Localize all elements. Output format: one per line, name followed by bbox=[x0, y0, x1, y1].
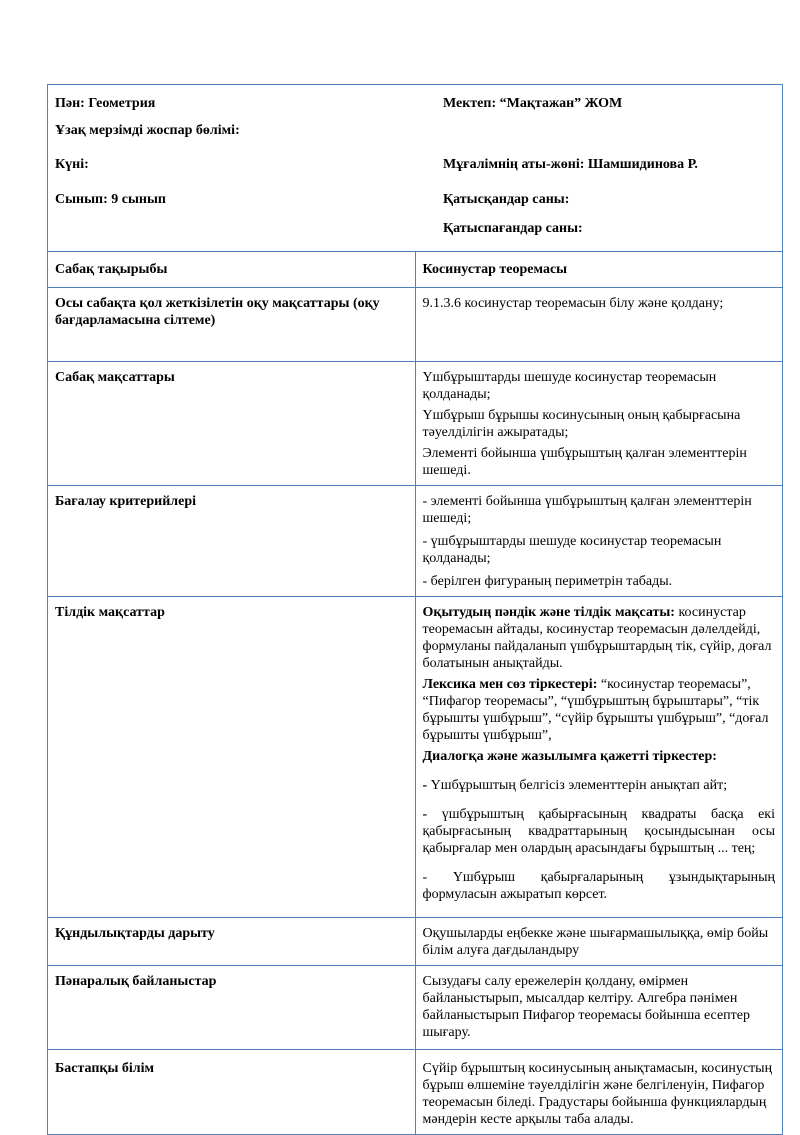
vocabulary-paragraph bbox=[423, 676, 776, 744]
prior-knowledge-value: Сүйір бұрыштың косинусының анықтамасын, косинустың бұрыш өлшеміне тәуелділігін және белгіленуін, Пифагор теоремасын біледі. Градустары бойынша функциялардың мәндерін кесте арқылы таба алады. bbox=[415, 1050, 783, 1135]
values-row bbox=[48, 918, 783, 966]
dialogue-dash: - bbox=[422, 807, 442, 822]
school-label: Мектеп: “Мақтажан” ЖОМ bbox=[443, 96, 623, 111]
criteria-item: - элементі бойынша үшбұрыштың қалған элементтерін шешеді; bbox=[422, 494, 752, 526]
language-goal-paragraph bbox=[423, 604, 776, 672]
criteria-row bbox=[48, 486, 783, 597]
language-goals-row bbox=[48, 597, 783, 918]
objectives-row bbox=[48, 288, 783, 362]
absent-count-label: Қатыспағандар саны: bbox=[443, 221, 583, 236]
values-value: Оқушыларды еңбекке және шығармашылыққа, өмір бойы білім алуға дағдыландыру bbox=[415, 918, 783, 966]
criteria-item: - берілген фигураның периметрін табады. bbox=[422, 574, 673, 589]
prior-knowledge-label: Бастапқы білім bbox=[48, 1050, 416, 1135]
cross-curricular-row bbox=[48, 966, 783, 1050]
dialogue-dash: - bbox=[422, 778, 431, 793]
language-goals-label: Тілдік мақсаттар bbox=[48, 597, 416, 918]
topic-label: Сабақ тақырыбы bbox=[48, 252, 416, 288]
lesson-goal-item: Үшбұрыш бұрышы косинусының оның қабырғасына тәуелділігін ажыратады; bbox=[422, 408, 741, 440]
vocabulary-text: “косинустар теоремасы”, “Пифагор теоремасы”, “үшбұрыштың бұрыштары”, “тік бұрышты үшбұрыш”, “сүйір бұрышты үшбұрыш”, “доғал бұрышты үшбұрыш”, bbox=[422, 677, 769, 743]
topic-row bbox=[48, 252, 783, 288]
cross-curricular-label: Пәнаралық байланыстар bbox=[48, 966, 416, 1050]
dialogue-heading: Диалогқа және жазылымға қажетті тіркестер: bbox=[422, 749, 717, 764]
cross-curricular-value: Сызудағы салу ережелерін қолдану, өмірмен байланыстырып, мысалдар келтіру. Алгебра пәнімен байланыстырып Пифагор теоремасы бойынша есептер шығару. bbox=[415, 966, 783, 1050]
dialogue-item: - Үшбұрыш қабырғаларының ұзындықтарының формуласын ажыратып көрсет. bbox=[422, 870, 775, 902]
dialogue-text: Үшбұрыштың белгісіз элементтерін анықтап айт; bbox=[430, 778, 728, 793]
header-row bbox=[48, 85, 783, 252]
language-goal-text: косинустар теоремасын айтады, косинустар теоремасын дәлелдейді, формуланы пайдаланып үшбұрыштардың тік, сүйір, доғал болатынын анықтайды. bbox=[422, 605, 772, 671]
language-goal-heading: Оқытудың пәндік және тілдік мақсаты: bbox=[422, 605, 675, 620]
lesson-goals-label: Сабақ мақсаттары bbox=[48, 362, 416, 486]
date-label: Күні: bbox=[55, 157, 89, 172]
prior-knowledge-row bbox=[48, 1050, 783, 1135]
dialogue-text: үшбұрыштың қабырғасының квадраты басқа екі қабырғасының квадраттарының қосындысынан осы қабырғалар мен олардың арасындағы бұрыштың ... тең; bbox=[422, 807, 776, 856]
objectives-value: 9.1.3.6 косинустар теоремасын білу және қолдану; bbox=[415, 288, 783, 362]
language-goals-value bbox=[415, 597, 783, 918]
lesson-plan-page bbox=[47, 84, 783, 1135]
header-block bbox=[55, 95, 775, 243]
lesson-goal-item: Үшбұрыштарды шешуде косинустар теоремасын қолданады; bbox=[422, 370, 717, 402]
lesson-goal-item: Элементі бойынша үшбұрыштың қалған элементтерін шешеді. bbox=[422, 446, 747, 478]
lesson-goals-row bbox=[48, 362, 783, 486]
grade-label: Сынып: 9 сынып bbox=[55, 192, 166, 207]
header-cell bbox=[48, 85, 783, 252]
lesson-goals-value bbox=[415, 362, 783, 486]
dialogue-item bbox=[423, 777, 776, 794]
values-label: Құндылықтарды дарыту bbox=[48, 918, 416, 966]
lesson-plan-table bbox=[47, 84, 783, 1135]
dialogue-item bbox=[423, 806, 776, 857]
criteria-label: Бағалау критерийлері bbox=[48, 486, 416, 597]
subject-label: Пән: Геометрия bbox=[55, 96, 156, 111]
objectives-label: Осы сабақта қол жеткізілетін оқу мақсаттары (оқу бағдарламасына сілтеме) bbox=[48, 288, 416, 362]
topic-value: Косинустар теоремасы bbox=[415, 252, 783, 288]
teacher-label: Мұғалімнің аты-жөні: Шамшидинова Р. bbox=[443, 157, 698, 172]
criteria-item: - үшбұрыштарды шешуде косинустар теоремасын қолданады; bbox=[422, 534, 722, 566]
criteria-value bbox=[415, 486, 783, 597]
long-term-plan-label: Ұзақ мерзімді жоспар бөлімі: bbox=[55, 123, 240, 138]
vocabulary-heading: Лексика мен сөз тіркестері: bbox=[422, 677, 601, 692]
present-count-label: Қатысқандар саны: bbox=[443, 192, 570, 207]
